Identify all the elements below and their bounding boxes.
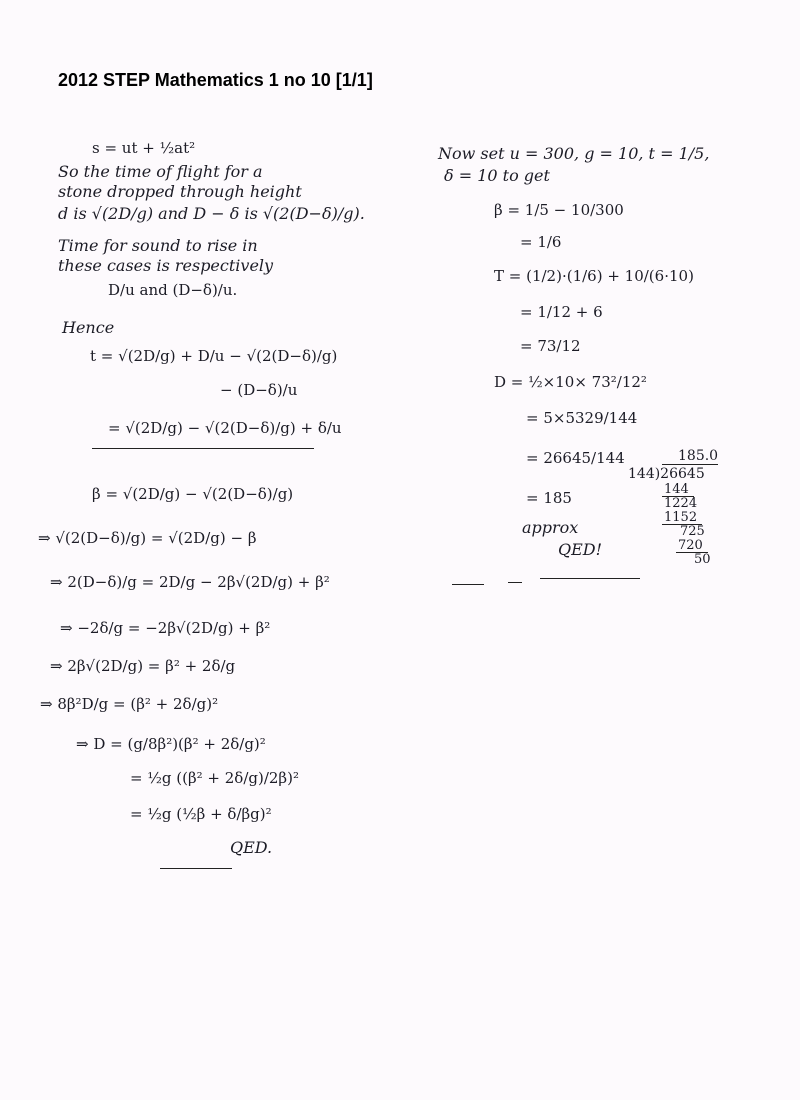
sound-time-expression: D/u and (D−δ)/u. [108,281,238,299]
text-line: stone dropped through height [58,182,302,201]
text-line: Hence [62,318,115,337]
equation-line: D = ½×10× 73²/12² [494,373,647,391]
page-title: 2012 STEP Mathematics 1 no 10 [1/1] [58,70,373,90]
division-step: 144 [664,482,689,497]
division-step: 1152 [664,510,698,525]
text-line: d is √(2D/g) and D − δ is √(2(D−δ)/g). [58,204,365,223]
section-divider [92,448,314,449]
equation-line: ⇒ √(2(D−δ)/g) = √(2D/g) − β [38,529,257,547]
end-divider [452,584,484,585]
text-line: Time for sound to rise in [58,236,258,255]
end-divider [160,868,232,869]
equation-line: = 73/12 [520,337,581,355]
equation-line: = 185 [526,489,572,507]
suvat-equation: s = ut + ½at² [92,139,196,157]
equation-line: β = √(2D/g) − √(2(D−δ)/g) [92,485,294,503]
text-line: δ = 10 to get [444,166,550,185]
equation-line: = 1/6 [520,233,562,251]
equation-line: = √(2D/g) − √(2(D−δ)/g) + δ/u [108,419,342,437]
equation-line: = 26645/144 [526,449,625,467]
equation-line: = 5×5329/144 [526,409,638,427]
equation-line: − (D−δ)/u [220,381,298,399]
equation-line: = 1/12 + 6 [520,303,603,321]
division-quotient: 185.0 [678,448,719,464]
text-line: these cases is respectively [58,256,274,275]
division-dividend: 144)26645 [628,466,705,482]
equation-line: t = √(2D/g) + D/u − √(2(D−δ)/g) [90,347,338,365]
division-step: 725 [680,524,705,539]
equation-line: ⇒ 8β²D/g = (β² + 2δ/g)² [40,695,219,713]
division-step: 1224 [664,496,698,511]
equation-line: ⇒ −2δ/g = −2β√(2D/g) + β² [60,619,271,637]
end-divider [540,578,640,579]
division-step: 720 [678,538,703,553]
equation-line: T = (1/2)·(1/6) + 10/(6·10) [494,267,694,285]
equation-line: β = 1/5 − 10/300 [494,201,624,219]
division-remainder: 50 [694,552,711,567]
equation-line: = ½g ((β² + 2δ/g)/2β)² [130,769,299,787]
equation-line: ⇒ 2(D−δ)/g = 2D/g − 2β√(2D/g) + β² [50,573,330,591]
equation-line: = ½g (½β + δ/βg)² [130,805,272,823]
qed-mark: QED! [558,540,603,559]
text-line: approx [522,518,579,537]
equation-line: ⇒ 2β√(2D/g) = β² + 2δ/g [50,657,236,675]
equation-line: ⇒ D = (g/8β²)(β² + 2δ/g)² [76,735,266,753]
text-line: Now set u = 300, g = 10, t = 1/5, [438,144,710,163]
end-divider [508,582,522,583]
text-line: So the time of flight for a [58,162,263,181]
qed-mark: QED. [230,838,273,857]
